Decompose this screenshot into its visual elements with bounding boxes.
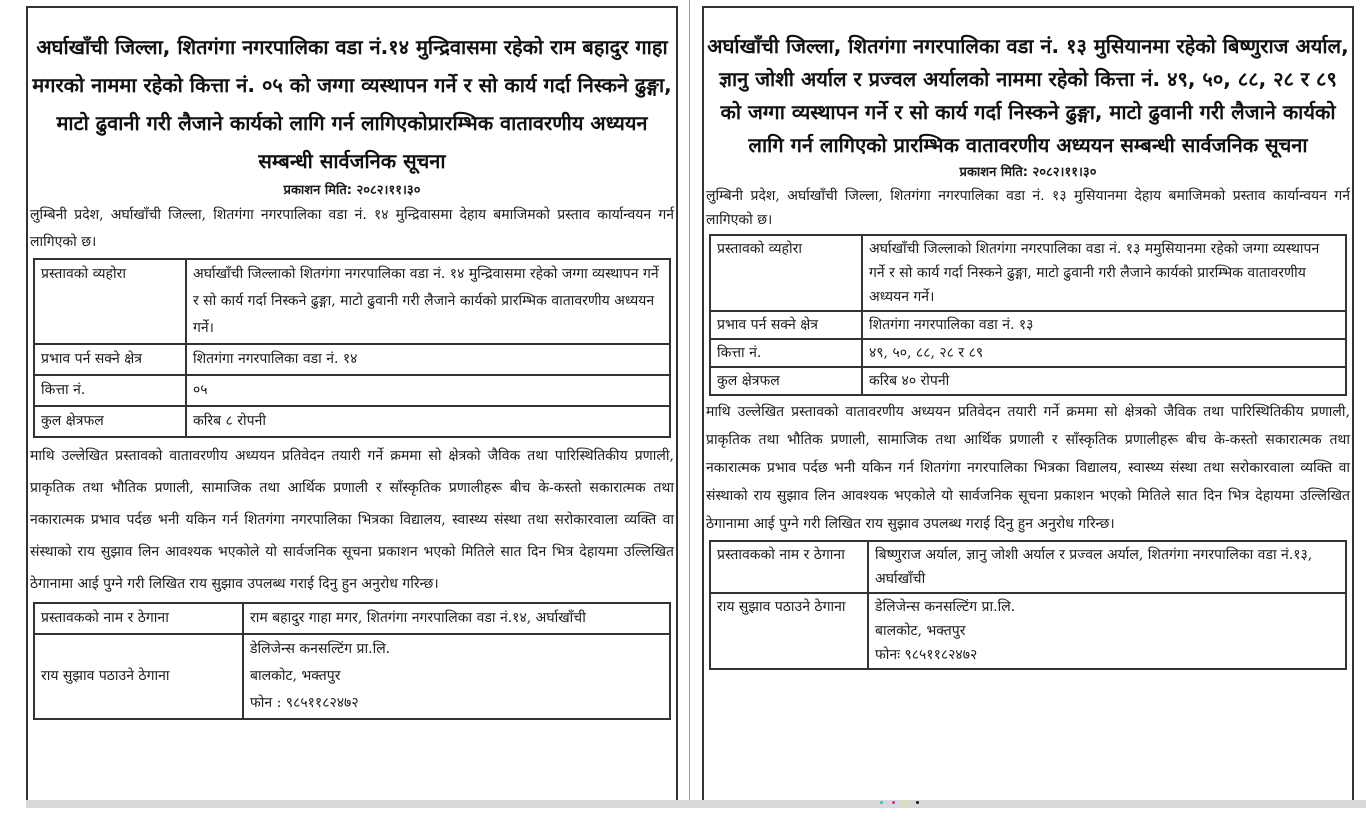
publication-date: प्रकाशन मिति: २०८२।११।३० (283, 183, 421, 198)
row-value: अर्घाखाँची जिल्लाको शितगंगा नगरपालिका वडा नं. १३ ममुसियानमा रहेको जग्गा व्यस्थापन गर्ने र सो कार्य गर्दा निस्कने ढुङ्गा, माटो ढुवानी गरी लैजाने कार्यको प्रारम्भिक वातावरणीय अध्ययन गर्ने। (862, 235, 1346, 311)
table-row (710, 541, 1346, 593)
table-row (710, 235, 1346, 311)
table-row (34, 634, 670, 719)
page-divider (689, 0, 690, 800)
registration-dot (904, 801, 907, 804)
notice-title: अर्घाखाँची जिल्ला, शितगंगा नगरपालिका वडा नं. १३ मुसियानमा रहेको बिष्णुराज अर्याल, ज्ञानु जोशी अर्याल र प्रज्वल अर्यालको नाममा रहेको कित्ता नं. ४९, ५०, ८८, २८ र ८९ को जग्गा व्यस्थापन गर्ने र सो कार्य गर्दा निस्कने ढुङ्गा, माटो ढुवानी गरी लैजाने कार्यको लागि गर्न लागिएको प्रारम्भिक वातावरणीय अध्ययन सम्बन्धी सार्वजनिक सूचना (707, 34, 1349, 157)
consultant-address: बालकोट, भक्तपुर (875, 623, 966, 639)
notice-body: माथि उल्लेखित प्रस्तावको वातावरणीय अध्ययन प्रतिवेदन तयारी गर्ने क्रममा सो क्षेत्रको जैविक तथा पारिस्थितिकीय प्रणाली, प्राकृतिक तथा भौतिक प्रणाली, सामाजिक तथा आर्थिक प्रणाली र साँस्कृतिक प्रणालीहरू बीच के-कस्तो सकारात्मक तथा नकारात्मक प्रभाव पर्दछ भनी यकिन गर्न शितगंगा नगरपालिका भित्रका विद्यालय, स्वास्थ्य संस्था तथा सरोकारवाला व्यक्ति वा संस्थाको राय सुझाव लिन आवश्यक भएकोले यो सार्वजनिक सूचना प्रकाशन भएको मितिले सात दिन भित्र देहायमा उल्लिखित ठेगानामा आई पुग्ने गरी लिखित राय सुझाव उपलब्ध गराई दिनु हुन अनुरोध गरिन्छ। (30, 448, 674, 592)
table-row (710, 339, 1346, 367)
proponent-label: प्रस्तावकको नाम र ठेगाना (34, 603, 243, 634)
consultant-phone: फोनः ९८५११८२४७२ (875, 647, 978, 663)
proponent-value: राम बहादुर गाहा मगर, शितगंगा नगरपालिका वडा नं.१४, अर्घाखाँची (243, 603, 670, 634)
row-value: शितगंगा नगरपालिका वडा नं. १४ (186, 344, 670, 375)
registration-dot (880, 801, 883, 804)
consultant-name: डेलिजेन्स कनसल्टिंग प्रा.लि. (250, 641, 391, 657)
proponent-label: प्रस्तावकको नाम र ठेगाना (710, 541, 868, 593)
table-row (710, 367, 1346, 395)
consultant-phone: फोन : ९८५११८२४७२ (250, 695, 359, 711)
row-value: करिब ८ रोपनी (186, 406, 670, 437)
contact-value (868, 593, 1346, 669)
row-label: कित्ता नं. (34, 375, 186, 406)
row-label: प्रस्तावको व्यहोरा (34, 259, 186, 344)
row-label: कुल क्षेत्रफल (710, 367, 862, 395)
row-value: शितगंगा नगरपालिका वडा नं. १३ (862, 311, 1346, 339)
notice-left (26, 6, 678, 802)
proponent-value: बिष्णुराज अर्याल, ज्ञानु जोशी अर्याल र प्रज्वल अर्याल, शितगंगा नगरपालिका वडा नं.१३, अर्घाखाँची (868, 541, 1346, 593)
row-value: ४९, ५०, ८८, २८ र ८९ (862, 339, 1346, 367)
notice-intro: लुम्बिनी प्रदेश, अर्घाखाँची जिल्ला, शितगंगा नगरपालिका वडा नं. १३ मुसियानमा देहाय बमाजिमको प्रस्ताव कार्यान्वयन गर्न लागिएको छ। (706, 188, 1350, 228)
proposal-details-table (709, 234, 1347, 396)
row-label: प्रभाव पर्न सक्ने क्षेत्र (34, 344, 186, 375)
row-value: ०५ (186, 375, 670, 406)
row-label: प्रभाव पर्न सक्ने क्षेत्र (710, 311, 862, 339)
page-bottom-band (26, 800, 1366, 808)
row-value: करिब ४० रोपनी (862, 367, 1346, 395)
table-row (34, 406, 670, 437)
registration-dot (916, 801, 919, 804)
registration-marks (880, 801, 919, 804)
table-row (34, 344, 670, 375)
consultant-name: डेलिजेन्स कनसल्टिंग प्रा.लि. (875, 599, 1016, 615)
table-row (34, 603, 670, 634)
registration-dot (892, 801, 895, 804)
contact-value (243, 634, 670, 719)
consultant-address: बालकोट, भक्तपुर (250, 668, 341, 684)
notice-intro: लुम्बिनी प्रदेश, अर्घाखाँची जिल्ला, शितगंगा नगरपालिका वडा नं. १४ मुन्द्रिवासमा देहाय बमाजिमको प्रस्ताव कार्यान्वयन गर्न लागिएको छ। (30, 207, 674, 250)
row-label: प्रस्तावको व्यहोरा (710, 235, 862, 311)
contact-label: राय सुझाव पठाउने ठेगाना (710, 593, 868, 669)
table-row (710, 593, 1346, 669)
notice-right (702, 6, 1354, 802)
row-label: कित्ता नं. (710, 339, 862, 367)
contact-table (33, 602, 671, 720)
row-label: कुल क्षेत्रफल (34, 406, 186, 437)
publication-date: प्रकाशन मिति: २०८२।११।३० (959, 165, 1097, 180)
notice-body: माथि उल्लेखित प्रस्तावको वातावरणीय अध्ययन प्रतिवेदन तयारी गर्ने क्रममा सो क्षेत्रको जैविक तथा पारिस्थितिकीय प्रणाली, प्राकृतिक तथा भौतिक प्रणाली, सामाजिक तथा आर्थिक प्रणाली र साँस्कृतिक प्रणालीहरू बीच के-कस्तो सकारात्मक तथा नकारात्मक प्रभाव पर्दछ भनी यकिन गर्न शितगंगा नगरपालिका भित्रका विद्यालय, स्वास्थ्य संस्था तथा सरोकारवाला व्यक्ति वा संस्थाको राय सुझाव लिन आवश्यक भएकोले यो सार्वजनिक सूचना प्रकाशन भएको मितिले सात दिन भित्र देहायमा उल्लिखित ठेगानामा आई पुग्ने गरी लिखित राय सुझाव उपलब्ध गराई दिनु हुन अनुरोध गरिन्छ। (706, 404, 1350, 532)
contact-label: राय सुझाव पठाउने ठेगाना (34, 634, 243, 719)
table-row (710, 311, 1346, 339)
table-row (34, 375, 670, 406)
notice-title: अर्घाखाँची जिल्ला, शितगंगा नगरपालिका वडा नं.१४ मुन्द्रिवासमा रहेको राम बहादुर गाहा मगरको नाममा रहेको कित्ता नं. ०५ को जग्गा व्यस्थापन गर्ने र सो कार्य गर्दा निस्कने ढुङ्गा, माटो ढुवानी गरी लैजाने कार्यको लागि गर्न लागिएकोप्रारम्भिक वातावरणीय अध्ययन सम्बन्धी सार्वजनिक सूचना (32, 35, 672, 173)
table-row (34, 259, 670, 344)
row-value: अर्घाखाँची जिल्लाको शितगंगा नगरपालिका वडा नं. १४ मुन्द्रिवासमा रहेको जग्गा व्यस्थापन गर्ने र सो कार्य गर्दा निस्कने ढुङ्गा, माटो ढुवानी गरी लैजाने कार्यको प्रारम्भिक वातावरणीय अध्ययन गर्ने। (186, 259, 670, 344)
proposal-details-table (33, 258, 671, 438)
contact-table (709, 540, 1347, 670)
